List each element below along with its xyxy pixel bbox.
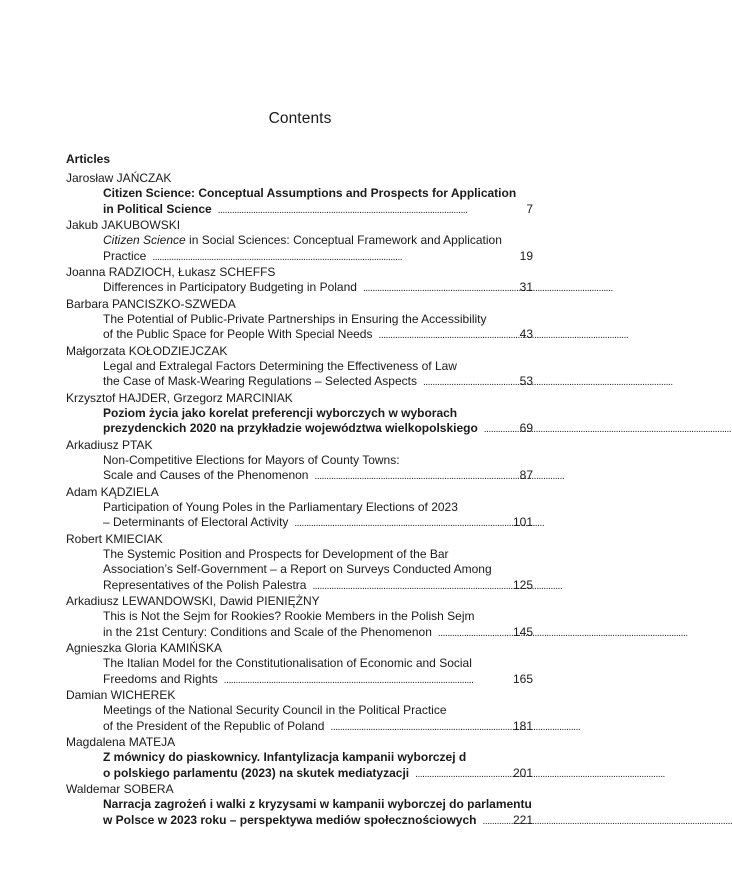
toc-entry-title-text: Representatives of the Polish Palestra <box>103 577 307 592</box>
toc-entry-page-number: 31 <box>519 280 533 294</box>
toc-entry[interactable] <box>0 484 600 531</box>
toc-entry-page-number: 53 <box>519 374 533 388</box>
toc-entry-page-number: 165 <box>512 671 533 686</box>
toc-entry-page-number: 201 <box>512 765 533 780</box>
toc-entry-title-line <box>0 500 495 516</box>
toc-entry-authors: Magdalena MATEJA <box>66 735 176 749</box>
toc-entry-authors: Jakub JAKUBOWSKI <box>66 218 181 232</box>
toc-entry-title-text: Citizen Science: Conceptual Assumptions and Prospects for Application <box>103 186 517 200</box>
toc-entry[interactable] <box>0 437 600 484</box>
toc-entry-title-line <box>0 797 532 813</box>
toc-entry[interactable] <box>0 264 600 296</box>
toc-entry-title-text: o polskiego parlamentu (2023) na skutek mediatyzacji <box>103 765 410 780</box>
section-heading-articles: Articles <box>66 152 111 166</box>
toc-entry-page-number: 7 <box>526 201 533 216</box>
toc-entry-page-number: 125 <box>512 577 533 592</box>
toc-entry[interactable] <box>0 687 600 734</box>
toc-entry-title-line <box>0 547 495 563</box>
toc-entry-title-line <box>0 280 533 296</box>
toc-entry-title-line <box>0 656 495 672</box>
table-of-contents <box>0 170 600 828</box>
toc-entry-authors: Małgorzata KOŁODZIEJCZAK <box>66 343 228 358</box>
toc-entry[interactable] <box>0 296 600 343</box>
toc-entry-title-text: The Italian Model for the Constitutionalisation of Economic and Social <box>103 656 472 670</box>
toc-entry-page-number: 19 <box>519 248 533 263</box>
toc-entry-title-text: w Polsce w 2023 roku – perspektywa mediów społecznościowych <box>103 812 477 827</box>
toc-entry[interactable] <box>0 781 600 828</box>
toc-entry[interactable] <box>0 640 600 687</box>
toc-entry-title-line <box>0 562 495 578</box>
toc-entry-title-line <box>0 812 533 829</box>
toc-entry-title-text: Scale and Causes of the Phenomenon <box>103 468 309 482</box>
toc-entry-title-line <box>0 577 533 594</box>
toc-entry-title-line <box>0 312 495 328</box>
toc-entry[interactable] <box>0 734 600 781</box>
toc-entry-title-line <box>0 406 495 422</box>
toc-entry-page-number: 43 <box>519 327 533 341</box>
toc-entry-title-text: of the President of the Republic of Poland <box>103 718 325 733</box>
toc-entry[interactable] <box>0 170 600 217</box>
toc-entry-title-text: This is Not the Sejm for Rookies? Rookie Members in the Polish Sejm <box>103 609 475 623</box>
toc-entry-authors: Joanna RADZIOCH, Łukasz SCHEFFS <box>66 265 276 279</box>
toc-entry-title-line <box>0 233 502 249</box>
toc-entry[interactable] <box>0 593 600 640</box>
toc-entry-page-number: 69 <box>519 421 533 435</box>
toc-entry-title-line <box>0 609 495 625</box>
toc-entry-authors: Arkadiusz LEWANDOWSKI, Dawid PIENIĘŻNY <box>66 594 320 608</box>
toc-entry-title-line <box>0 765 533 782</box>
toc-entry-title-text: – Determinants of Electoral Activity <box>103 515 289 529</box>
toc-entry-title-line <box>0 671 533 688</box>
toc-entry-page-number: 87 <box>519 468 533 482</box>
toc-entry-title-line <box>0 374 533 390</box>
toc-entry-title-text: Freedoms and Rights <box>103 671 218 686</box>
toc-entry-page-number: 101 <box>512 515 533 529</box>
toc-entry-title-line <box>0 468 533 484</box>
toc-entry-title-line <box>0 750 495 766</box>
toc-entry-title-line <box>0 248 533 265</box>
toc-entry-authors: Agnieszka Gloria KAMIŃSKA <box>66 641 223 655</box>
toc-entry[interactable] <box>0 531 600 594</box>
toc-entry-title-text: in Social Sciences: Conceptual Framework and Application <box>185 233 502 247</box>
toc-entry-authors: Robert KMIECIAK <box>66 531 163 546</box>
toc-entry-title-text: Poziom życia jako korelat preferencji wyborczych w wyborach <box>103 405 458 420</box>
toc-entry[interactable] <box>0 217 600 264</box>
toc-entry-title-line <box>0 515 533 531</box>
toc-entry-title-text: Non-Competitive Elections for Mayors of County Towns: <box>103 452 400 467</box>
toc-entry-title-text: Participation of Young Poles in the Parliamentary Elections of 2023 <box>103 499 458 514</box>
toc-entry-title-text: Z mównicy do piaskownicy. Infantylizacja kampanii wyborczej d <box>103 750 467 764</box>
toc-entry-title-text: Differences in Participatory Budgeting in Poland <box>103 280 357 294</box>
toc-entry-authors: Adam KĄDZIELA <box>66 484 159 499</box>
toc-entry-title-line <box>0 359 495 375</box>
toc-entry-title-text: in the 21st Century: Conditions and Scale of the Phenomenon <box>103 624 432 639</box>
toc-entry-title-text: Narracja zagrożeń i walki z kryzysami w kampanii wyborczej do parlamentu <box>103 797 532 811</box>
toc-entry-page-number: 145 <box>512 624 533 639</box>
toc-entry-title-text: of the Public Space for People With Special Needs <box>103 327 373 341</box>
toc-entry-page-number: 221 <box>512 812 533 827</box>
toc-entry-title-text: The Potential of Public-Private Partnerships in Ensuring the Accessibility <box>103 311 487 326</box>
toc-entry-title-text: Legal and Extralegal Factors Determining the Effectiveness of Law <box>103 358 457 373</box>
toc-entry-title-line <box>0 201 533 218</box>
toc-entry-title-text: Practice <box>103 248 147 263</box>
toc-entry-title-line <box>0 327 533 343</box>
toc-entry-title-line <box>0 186 517 202</box>
toc-entry-title-text: Meetings of the National Security Council in the Political Practice <box>103 703 447 717</box>
toc-entry-page-number: 181 <box>512 718 533 733</box>
toc-entry-title-line <box>0 624 533 641</box>
toc-entry-authors: Damian WICHEREK <box>66 688 176 702</box>
toc-entry-title-line <box>0 703 495 719</box>
toc-entry-authors: Krzysztof HAJDER, Grzegorz MARCINIAK <box>66 390 293 405</box>
toc-entry-authors: Barbara PANCISZKO-SZWEDA <box>66 296 236 311</box>
toc-entry[interactable] <box>0 343 600 390</box>
toc-entry-title-text: in Political Science <box>103 201 212 216</box>
toc-entry-title-line <box>0 421 533 437</box>
toc-entry-title-text: the Case of Mask-Wearing Regulations – Selected Aspects <box>103 374 417 388</box>
toc-entry-title-text: The Systemic Position and Prospects for Development of the Bar <box>103 546 449 561</box>
page-title: Contents <box>268 110 332 127</box>
toc-entry-title-text: prezydenckich 2020 na przykładzie województwa wielkopolskiego <box>103 421 478 435</box>
toc-entry-authors: Jarosław JAŃCZAK <box>66 171 172 185</box>
toc-entry-authors: Waldemar SOBERA <box>66 782 174 796</box>
toc-entry-authors: Arkadiusz PTAK <box>66 437 153 452</box>
toc-entry-title-text: Association’s Self-Government – a Report on Surveys Conducted Among <box>103 562 492 576</box>
toc-entry-title-italic: Citizen Science <box>103 233 186 247</box>
toc-entry-title-line <box>0 453 495 469</box>
toc-entry-title-line <box>0 718 533 735</box>
toc-entry[interactable] <box>0 390 600 437</box>
